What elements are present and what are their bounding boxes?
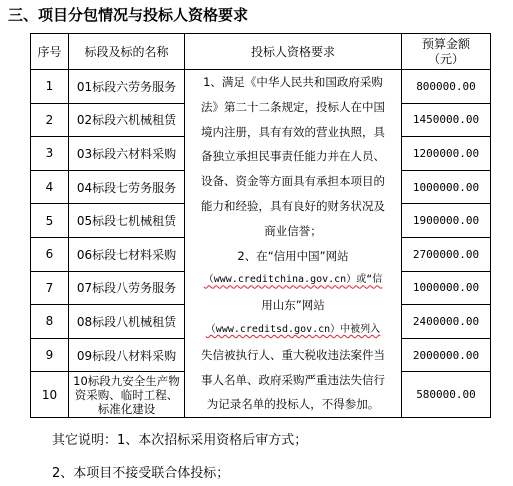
row-no: 2 (31, 103, 69, 137)
requirements-line: 商业信誉； (264, 223, 322, 238)
row-no: 9 (31, 338, 69, 372)
row-budget: 1000000.00 (402, 271, 491, 305)
requirements-url-line: （www.creditchina.gov.cn）或“信 (203, 274, 383, 286)
row-budget: 2400000.00 (402, 305, 491, 339)
note-line-1: 其它说明：1、本次招标采用资格后审方式； (52, 433, 308, 448)
row-budget: 2000000.00 (402, 338, 491, 372)
lots-table (30, 33, 491, 418)
header-no: 序号 (31, 34, 69, 70)
row-name: 06标段七材料采购 (69, 237, 185, 271)
row-name: 01标段六劳务服务 (69, 70, 185, 104)
row-name: 04标段七劳务服务 (69, 170, 185, 204)
requirements-line: 法》第二十二条规定，投标人在中国 (201, 99, 385, 114)
row-budget: 580000.00 (402, 372, 491, 418)
row-name: 03标段六材料采购 (69, 137, 185, 171)
row-name: 10标段九安全生产物资采购、临时工程、标准化建设 (69, 372, 185, 418)
row-no: 5 (31, 204, 69, 238)
requirements-line: 事人名单、政府采购严重违法失信行 (201, 372, 385, 387)
requirements-line: 为记录名单的投标人，不得参加。 (206, 397, 380, 412)
table-row (31, 70, 491, 104)
requirements-line: 设备、资金等方面具有承担本项目的 (201, 174, 385, 189)
row-budget: 2700000.00 (402, 237, 491, 271)
note-line-2: 2、本项目不接受联合体投标； (52, 466, 230, 481)
row-no: 8 (31, 305, 69, 339)
header-budget (402, 34, 491, 70)
row-no: 6 (31, 237, 69, 271)
header-requirements: 投标人资格要求 (185, 34, 402, 70)
header-budget-line1: 预算金额 (421, 36, 470, 51)
row-no: 4 (31, 170, 69, 204)
requirements-line: 备独立承担民事责任能力并在人员、 (201, 149, 385, 164)
row-budget: 1200000.00 (402, 137, 491, 171)
row-no: 1 (31, 70, 69, 104)
row-no: 10 (31, 372, 69, 418)
requirements-line: 境内注册，具有有效的营业执照，具 (201, 124, 385, 139)
row-budget: 1900000.00 (402, 204, 491, 238)
header-budget-line2: （元） (427, 51, 464, 66)
row-budget: 800000.00 (402, 70, 491, 104)
requirements-cell (185, 70, 402, 418)
requirements-line: 用山东”网站 (261, 298, 325, 313)
requirements-line: 失信被执行人、重大税收违法案件当 (201, 347, 385, 362)
row-name: 09标段八材料采购 (69, 338, 185, 372)
row-name: 05标段七机械租赁 (69, 204, 185, 238)
requirements-line: 1、满足《中华人民共和国政府采购 (203, 75, 383, 89)
requirements-line: 能力和经验，具有良好的财务状况及 (201, 198, 385, 213)
requirements-line: 2、在“信用中国”网站 (237, 248, 349, 263)
requirements-url-line: （www.creditsd.gov.cn）中被列入 (205, 323, 381, 335)
table-header-row (31, 34, 491, 70)
row-no: 3 (31, 137, 69, 171)
row-budget: 1450000.00 (402, 103, 491, 137)
section-heading: 三、项目分包情况与投标人资格要求 (8, 6, 249, 24)
row-name: 08标段八机械租赁 (69, 305, 185, 339)
row-name: 07标段八劳务服务 (69, 271, 185, 305)
row-no: 7 (31, 271, 69, 305)
row-name: 02标段六机械租赁 (69, 103, 185, 137)
row-budget: 1000000.00 (402, 170, 491, 204)
header-name: 标段及标的名称 (69, 34, 185, 70)
